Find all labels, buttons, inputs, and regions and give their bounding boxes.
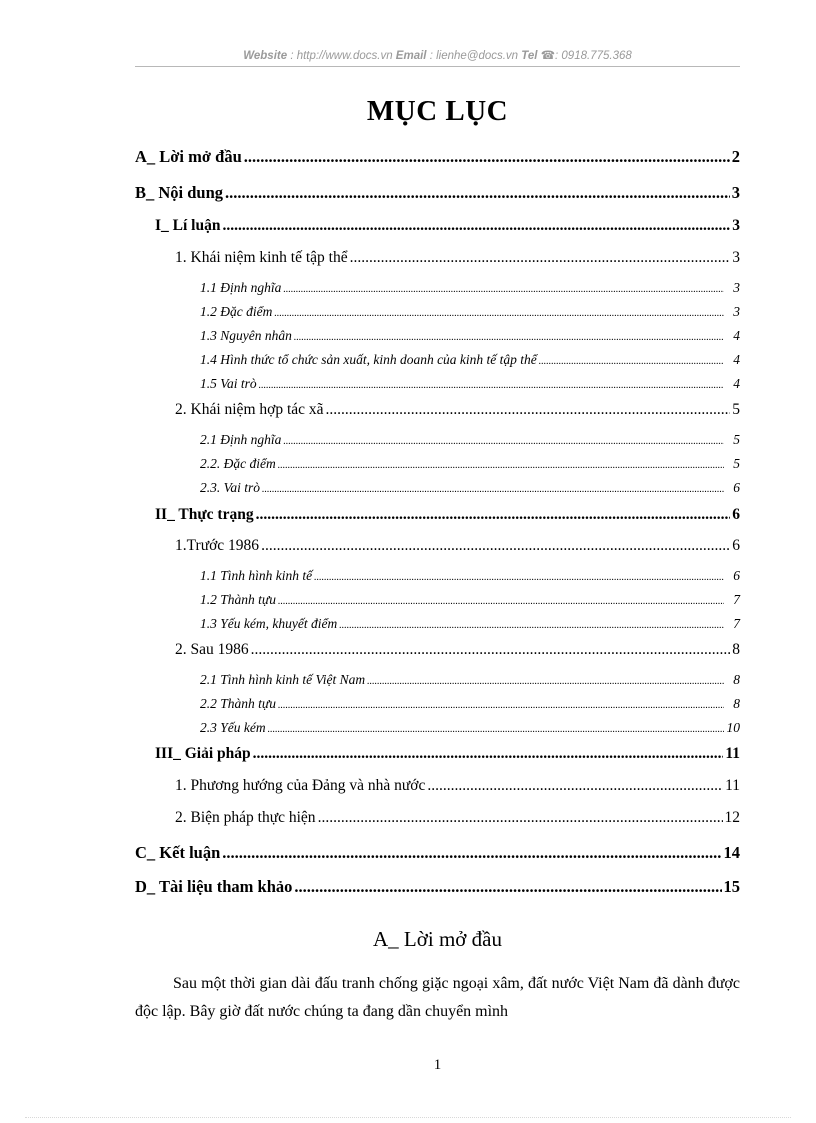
toc-leader xyxy=(367,672,724,688)
toc-leader xyxy=(268,720,724,736)
toc-entry xyxy=(200,616,740,636)
toc-entry xyxy=(200,304,740,324)
toc-entry xyxy=(155,217,740,241)
toc-label: 1.3 Yếu kém, khuyết điểm xyxy=(200,616,338,631)
toc-entry xyxy=(155,745,740,769)
toc-page: 3 xyxy=(733,304,740,319)
toc-label: B_ Nội dung xyxy=(135,183,224,202)
toc-leader xyxy=(222,843,721,863)
toc-label: 1. Phương hướng của Đảng và nhà nước xyxy=(175,777,426,794)
toc-entry xyxy=(135,843,740,869)
toc-leader xyxy=(225,183,730,203)
toc-label: 1.Trước 1986 xyxy=(175,537,260,554)
toc-page: 3 xyxy=(732,217,740,234)
email-label: Email xyxy=(395,50,427,62)
toc-page: 11 xyxy=(725,777,740,794)
email-value: : lienhe@docs.vn xyxy=(429,50,519,62)
toc-label: 2. Biện pháp thực hiện xyxy=(175,809,316,826)
toc-page: 6 xyxy=(733,568,740,583)
toc-entry xyxy=(175,537,740,561)
toc-leader xyxy=(294,328,724,344)
page-number: 1 xyxy=(433,1057,442,1073)
toc-label: 2.2 Thành tựu xyxy=(200,696,276,711)
toc-label: I_ Lí luận xyxy=(155,217,221,234)
toc-entry xyxy=(200,456,740,476)
toc-entry xyxy=(200,376,740,396)
toc-page: 12 xyxy=(724,809,740,826)
toc-page: 11 xyxy=(725,745,740,762)
toc-leader xyxy=(253,745,724,763)
toc-page: 8 xyxy=(733,696,740,711)
toc-leader xyxy=(314,568,724,584)
toc-leader xyxy=(339,616,724,632)
toc-label: 1.1 Định nghĩa xyxy=(200,280,282,295)
toc-page: 6 xyxy=(732,506,740,523)
toc-label: 1.4 Hình thức tổ chức sản xuất, kinh doanh của kinh tế tập thể xyxy=(200,352,537,367)
toc-page: 4 xyxy=(733,376,740,391)
toc-label: 2.2. Đặc điểm xyxy=(200,456,276,471)
toc-entry xyxy=(200,280,740,300)
toc-entry xyxy=(175,249,740,273)
toc-label: 2. Khái niệm hợp tác xã xyxy=(175,401,324,418)
toc-label: 1.5 Vai trò xyxy=(200,376,257,391)
toc-label: 2.1 Tình hình kinh tế Việt Nam xyxy=(200,672,366,687)
toc-leader xyxy=(318,809,723,827)
toc-entry xyxy=(200,696,740,716)
toc-entry xyxy=(200,568,740,588)
header-divider xyxy=(135,66,740,67)
toc-label: 2.1 Định nghĩa xyxy=(200,432,282,447)
toc-page: 5 xyxy=(733,432,740,447)
toc-page: 3 xyxy=(733,280,740,295)
toc-leader xyxy=(262,480,724,496)
toc-entry xyxy=(200,480,740,500)
footer-divider xyxy=(25,1117,791,1118)
toc-page: 2 xyxy=(731,147,740,166)
section-heading: A_ Lời mở đầu xyxy=(373,927,502,951)
website-value: : http://www.docs.vn xyxy=(290,50,393,62)
toc-leader xyxy=(278,696,724,712)
toc-leader xyxy=(283,280,724,296)
toc-leader xyxy=(261,537,730,555)
toc-page: 5 xyxy=(732,401,740,418)
toc-leader xyxy=(251,641,731,659)
toc-leader xyxy=(326,401,731,419)
toc-leader xyxy=(350,249,731,267)
toc-leader xyxy=(427,777,723,795)
toc-entry xyxy=(200,328,740,348)
toc-entry xyxy=(200,672,740,692)
toc-leader xyxy=(278,456,724,472)
toc-label: 1.2 Đặc điểm xyxy=(200,304,273,319)
tel-value: ☎: 0918.775.368 xyxy=(540,50,632,62)
toc-page: 15 xyxy=(723,877,740,896)
toc-page: 8 xyxy=(733,672,740,687)
toc-leader xyxy=(259,376,724,392)
toc-label: 2. Sau 1986 xyxy=(175,641,249,658)
toc-label: C_ Kết luận xyxy=(135,843,221,862)
toc-page: 4 xyxy=(733,328,740,343)
toc-leader xyxy=(256,506,731,524)
toc-page: 6 xyxy=(732,537,740,554)
toc-label: 1.1 Tình hình kinh tế xyxy=(200,568,313,583)
toc-page: 3 xyxy=(731,183,740,202)
toc-label: 2.3 Yếu kém xyxy=(200,720,266,735)
toc-entry xyxy=(175,641,740,665)
toc-page: 14 xyxy=(723,843,740,862)
toc-leader xyxy=(278,592,724,608)
toc-leader xyxy=(283,432,724,448)
toc-leader xyxy=(222,217,730,235)
toc-page: 5 xyxy=(733,456,740,471)
toc-label: A_ Lời mở đầu xyxy=(135,147,242,166)
toc-entry xyxy=(200,432,740,452)
toc-page: 3 xyxy=(732,249,740,266)
tel-label: Tel xyxy=(521,50,538,62)
toc-page: 4 xyxy=(733,352,740,367)
toc-page: 7 xyxy=(733,616,740,631)
toc-label: D_ Tài liệu tham khảo xyxy=(135,877,293,896)
toc-label: II_ Thực trạng xyxy=(155,506,254,523)
page-title: MỤC LỤC xyxy=(366,95,509,127)
toc-page: 6 xyxy=(733,480,740,495)
toc-entry xyxy=(175,809,740,833)
toc-entry xyxy=(135,877,740,903)
page-header xyxy=(135,48,740,62)
toc-leader xyxy=(294,877,721,897)
toc-entry xyxy=(135,183,740,209)
toc-label: 1.3 Nguyên nhân xyxy=(200,328,292,343)
body-paragraph: Sau một thời gian dài đấu tranh chống giặc ngoại xâm, đất nước Việt Nam đã dành được độc lập. Bây giờ đất nước chúng ta đang dần chuyển mình xyxy=(135,975,740,1020)
toc-entry xyxy=(200,720,740,740)
toc-leader xyxy=(274,304,724,320)
toc-label: III_ Giải pháp xyxy=(155,745,251,762)
toc-entry xyxy=(200,592,740,612)
website-label: Website xyxy=(243,50,288,62)
toc-entry xyxy=(175,777,740,801)
toc-entry xyxy=(135,147,740,173)
toc-leader xyxy=(539,352,724,368)
toc-page: 10 xyxy=(726,720,740,735)
toc-entry xyxy=(175,401,740,425)
toc-label: 1.2 Thành tựu xyxy=(200,592,276,607)
toc-leader xyxy=(244,147,730,167)
toc-entry xyxy=(200,352,740,372)
toc-label: 2.3. Vai trò xyxy=(200,480,261,495)
toc-entry xyxy=(155,506,740,530)
toc-page: 7 xyxy=(733,592,740,607)
toc-label: 1. Khái niệm kinh tế tập thể xyxy=(175,249,348,266)
toc-page: 8 xyxy=(732,641,740,658)
